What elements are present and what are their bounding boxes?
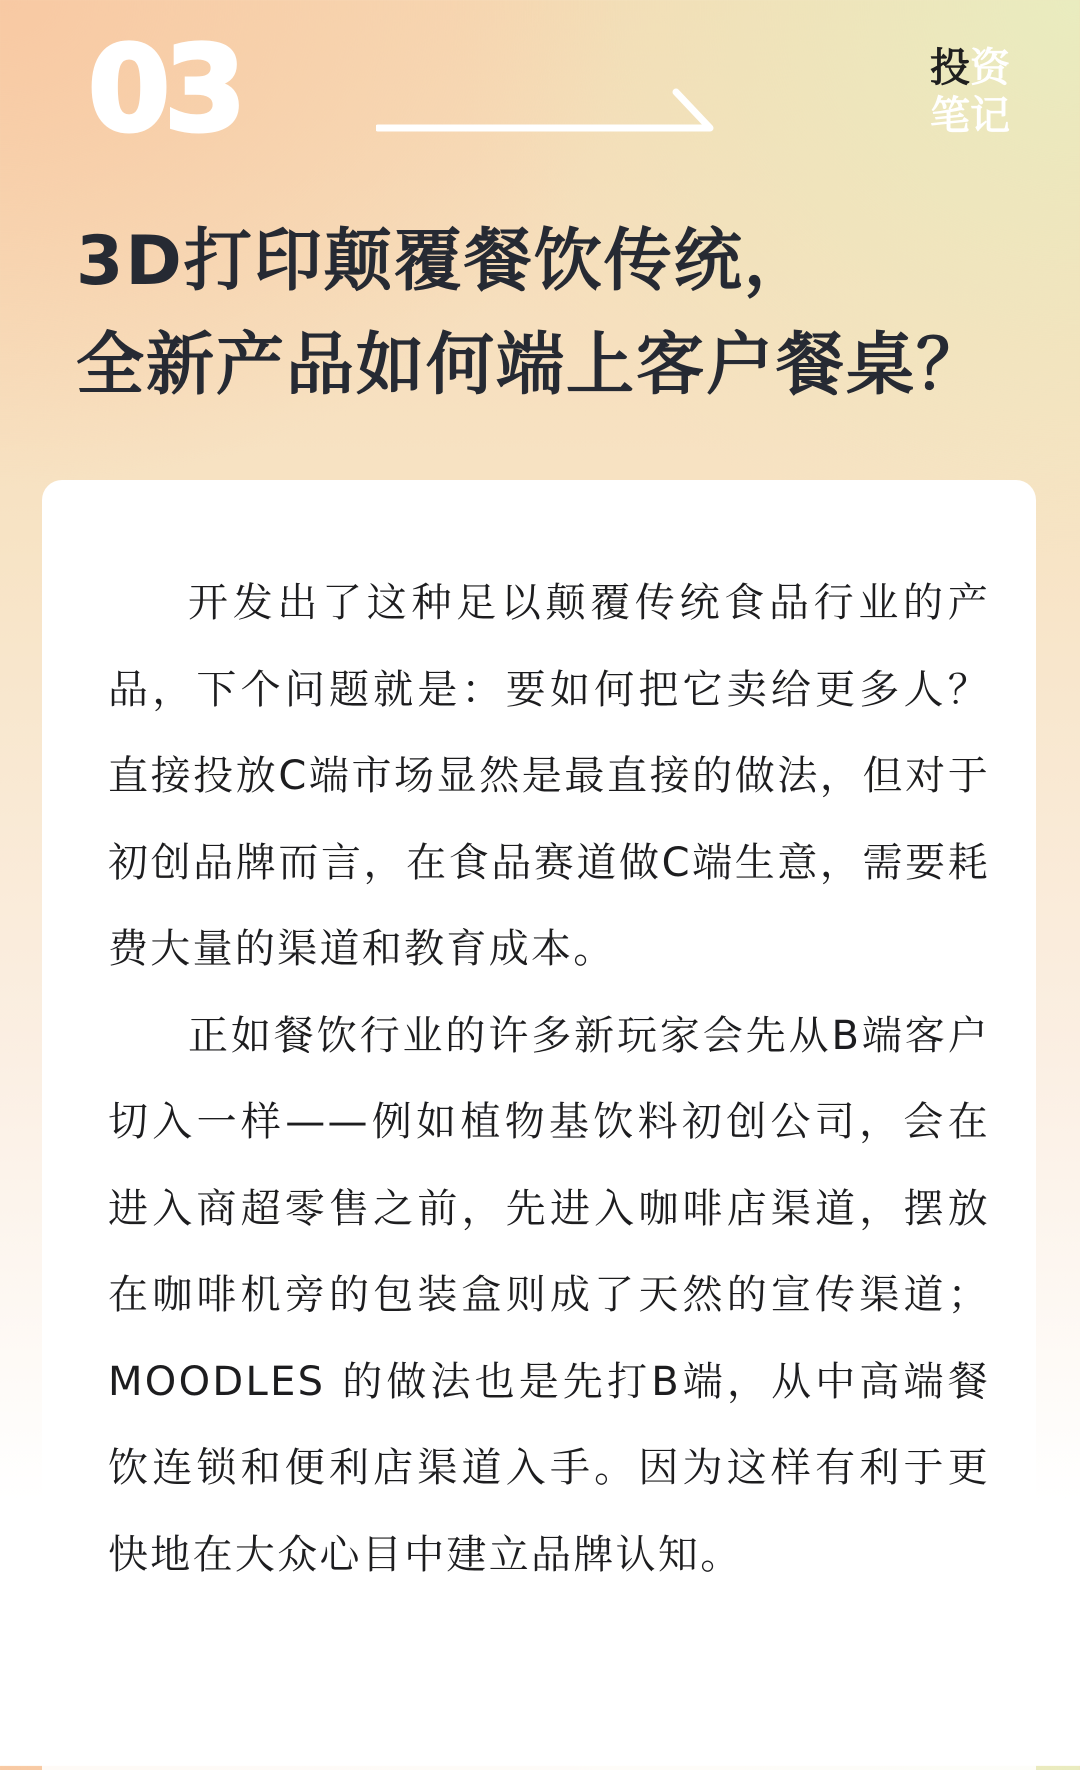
brand-logo [930, 44, 1040, 140]
article-body [108, 560, 990, 1598]
article-paragraph-2: 正如餐饮行业的许多新玩家会先从B端客户切入一样——例如植物基饮料初创公司，会在进入商超零售之前，先进入咖啡店渠道，摆放在咖啡机旁的包装盒则成了天然的宣传渠道；MOODLES 的做法也是先打B端，从中高端餐饮连锁和便利店渠道入手。因为这样有利于更快地在大众心目中建立品牌认知。 [108, 1012, 990, 1578]
title-line-1: 3D打印颠覆餐饮传统， [76, 222, 814, 301]
article-paragraph-1: 开发出了这种足以颠覆传统食品行业的产品，下个问题就是：要如何把它卖给更多人？直接投放C端市场显然是最直接的做法，但对于初创品牌而言，在食品赛道做C端生意，需要耗费大量的渠道和教育成本。 [108, 580, 990, 972]
section-number [88, 30, 344, 150]
logo-row-1 [930, 44, 1040, 92]
section-number-text: 03 [88, 30, 241, 150]
arrow-decoration [376, 86, 720, 132]
logo-char-dark: 投 [930, 45, 970, 91]
title-line-2: 全新产品如何端上客户餐桌？ [76, 326, 987, 405]
logo-row-2: 笔记 [930, 93, 1010, 139]
page-title [76, 210, 1036, 418]
logo-char-light: 资 [970, 45, 1010, 91]
article-card [42, 480, 1036, 1770]
